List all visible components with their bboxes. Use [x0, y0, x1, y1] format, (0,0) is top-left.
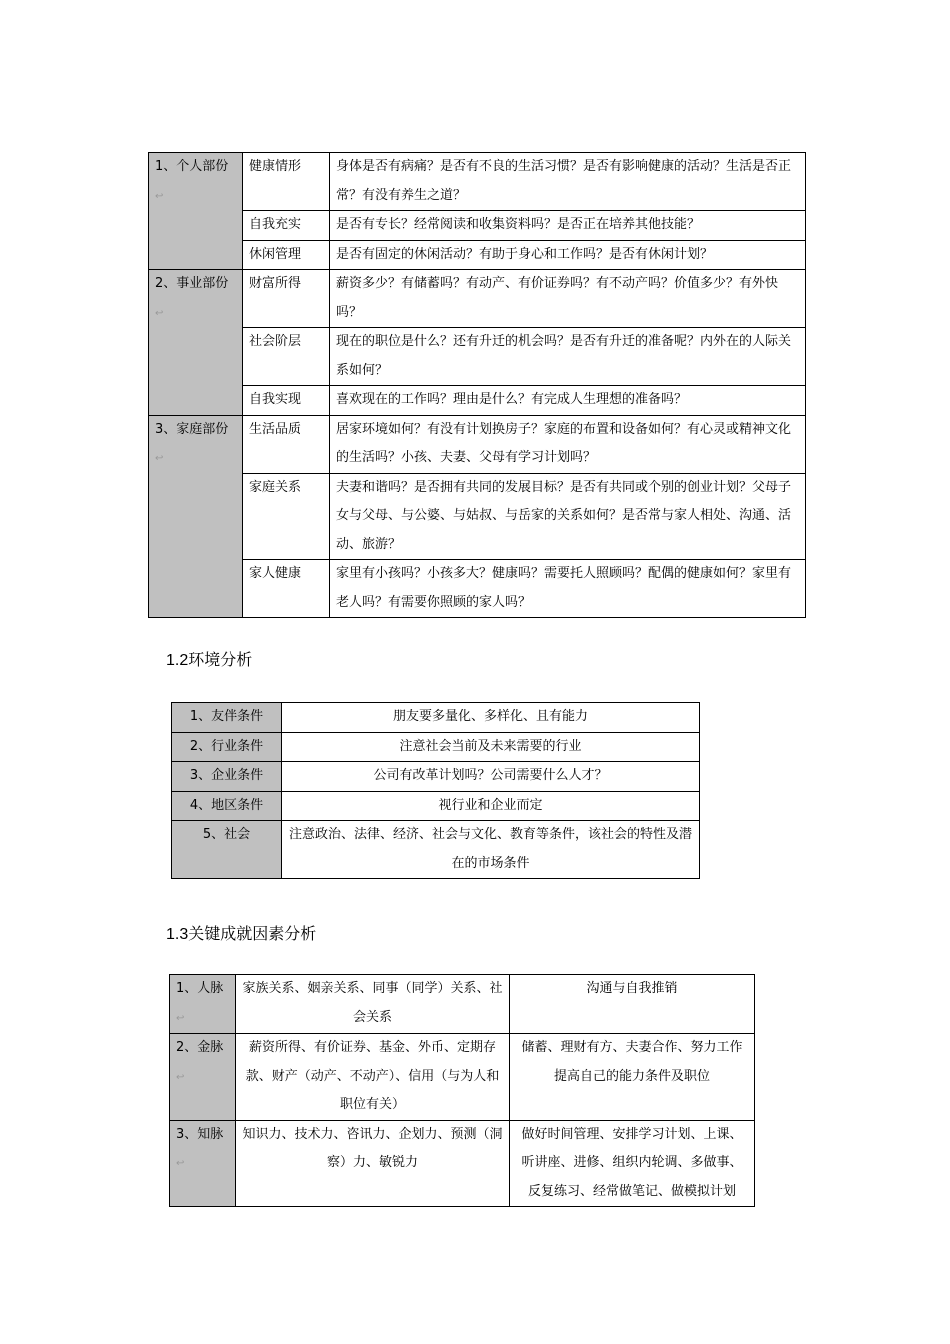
desc-cell: 现在的职位是什么？还有升迁的机会吗？是否有升迁的准备呢？内外在的人际关系如何？	[330, 328, 806, 386]
label-cell: 2、行业条件	[172, 732, 282, 762]
item-cell: 休闲管理	[243, 240, 330, 270]
item-cell: 自我充实	[243, 211, 330, 241]
section-career: 2、事业部份↩	[149, 270, 243, 416]
value-cell: 公司有改革计划吗？公司需要什么人才？	[282, 762, 700, 792]
environment-table	[171, 702, 700, 879]
label-cell: 3、企业条件	[172, 762, 282, 792]
value-cell: 注意社会当前及未来需要的行业	[282, 732, 700, 762]
table-row	[149, 240, 806, 270]
content-cell: 知识力、技术力、咨讯力、企划力、预测（洞察）力、敏锐力	[236, 1120, 510, 1207]
table-row	[172, 703, 700, 733]
method-cell: 做好时间管理、安排学习计划、上课、听讲座、进修、组织内轮调、多做事、反复练习、经常做笔记、做模拟计划	[510, 1120, 755, 1207]
table-row	[172, 762, 700, 792]
table-row	[170, 1034, 755, 1121]
desc-cell: 喜欢现在的工作吗？理由是什么？有完成人生理想的准备吗？	[330, 386, 806, 416]
table-row	[149, 270, 806, 328]
table-row	[172, 732, 700, 762]
table-row	[149, 473, 806, 560]
table-row	[172, 791, 700, 821]
label-cell: 5、社会	[172, 821, 282, 879]
table-row	[149, 560, 806, 618]
section-personal: 1、个人部份↩	[149, 153, 243, 270]
label-cell: 1、人脉↩	[170, 975, 236, 1034]
table-row	[172, 821, 700, 879]
section-heading-success-factors: 1.3关键成就因素分析	[166, 924, 317, 943]
desc-cell: 是否有固定的休闲活动？有助于身心和工作吗？是否有休闲计划？	[330, 240, 806, 270]
value-cell: 朋友要多量化、多样化、且有能力	[282, 703, 700, 733]
desc-cell: 薪资多少？有储蓄吗？有动产、有价证券吗？有不动产吗？价值多少？有外快吗？	[330, 270, 806, 328]
content-cell: 家族关系、姻亲关系、同事（同学）关系、社会关系	[236, 975, 510, 1034]
item-cell: 财富所得	[243, 270, 330, 328]
table-row	[149, 328, 806, 386]
desc-cell: 居家环境如何？有没有计划换房子？家庭的布置和设备如何？有心灵或精神文化的生活吗？小孩、夫妻、父母有学习计划吗？	[330, 415, 806, 473]
item-cell: 健康情形	[243, 153, 330, 211]
table-row	[149, 211, 806, 241]
method-cell: 沟通与自我推销	[510, 975, 755, 1034]
item-cell: 家人健康	[243, 560, 330, 618]
value-cell: 注意政治、法律、经济、社会与文化、教育等条件，该社会的特性及潜在的市场条件	[282, 821, 700, 879]
method-cell: 储蓄、理财有方、夫妻合作、努力工作提高自己的能力条件及职位	[510, 1034, 755, 1121]
label-cell: 1、友伴条件	[172, 703, 282, 733]
label-cell: 2、金脉↩	[170, 1034, 236, 1121]
value-cell: 视行业和企业而定	[282, 791, 700, 821]
self-analysis-table	[148, 152, 806, 618]
item-cell: 生活品质	[243, 415, 330, 473]
desc-cell: 夫妻和谐吗？是否拥有共同的发展目标？是否有共同或个别的创业计划？父母子女与父母、与公婆、与姑叔、与岳家的关系如何？是否常与家人相处、沟通、活动、旅游？	[330, 473, 806, 560]
table-row	[149, 415, 806, 473]
table-row	[170, 975, 755, 1034]
desc-cell: 身体是否有病痛？是否有不良的生活习惯？是否有影响健康的活动？生活是否正常？有没有养生之道？	[330, 153, 806, 211]
item-cell: 自我实现	[243, 386, 330, 416]
content-cell: 薪资所得、有价证券、基金、外币、定期存款、财产（动产、不动产）、信用（与为人和职位有关）	[236, 1034, 510, 1121]
table-row	[149, 386, 806, 416]
item-cell: 社会阶层	[243, 328, 330, 386]
table-row	[149, 153, 806, 211]
desc-cell: 家里有小孩吗？小孩多大？健康吗？需要托人照顾吗？配偶的健康如何？家里有老人吗？有需要你照顾的家人吗？	[330, 560, 806, 618]
label-cell: 3、知脉↩	[170, 1120, 236, 1207]
label-cell: 4、地区条件	[172, 791, 282, 821]
success-factors-table	[169, 974, 755, 1207]
table-row	[170, 1120, 755, 1207]
section-heading-environment: 1.2环境分析	[166, 650, 253, 669]
section-family: 3、家庭部份↩	[149, 415, 243, 618]
desc-cell: 是否有专长？经常阅读和收集资料吗？是否正在培养其他技能？	[330, 211, 806, 241]
item-cell: 家庭关系	[243, 473, 330, 560]
